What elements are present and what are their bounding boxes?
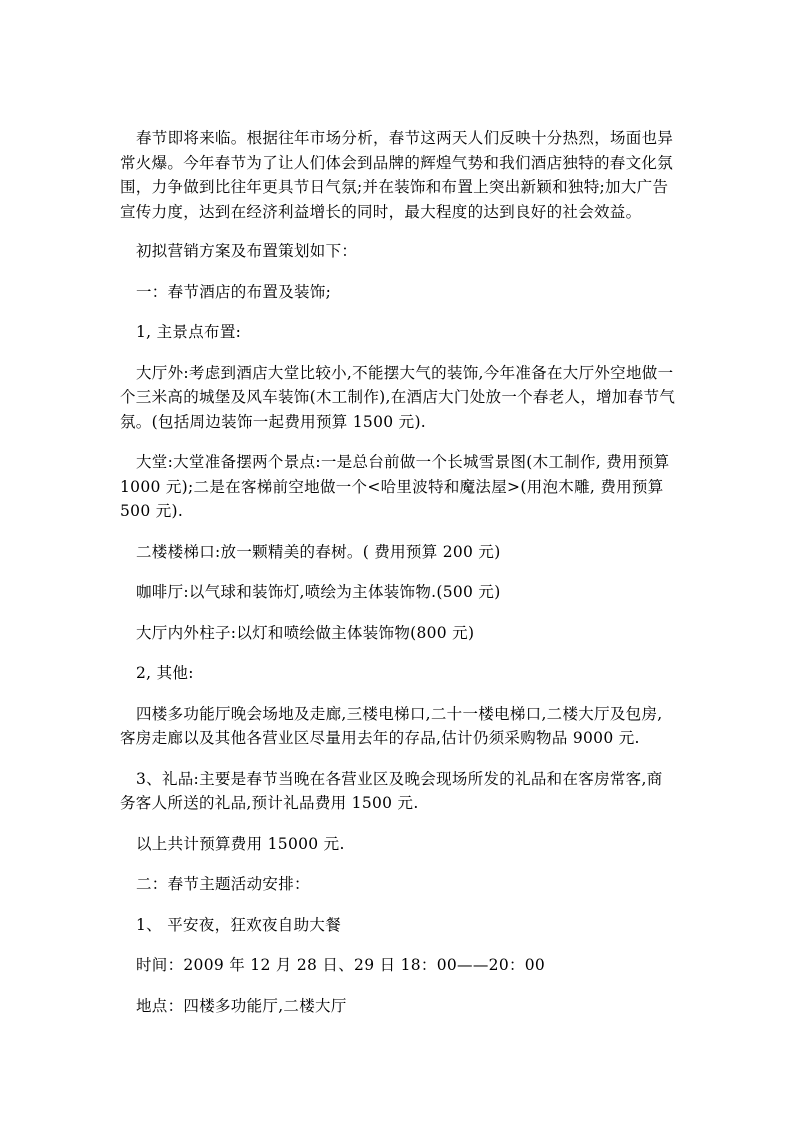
line-total-budget: 以上共计预算费用 15000 元. bbox=[136, 834, 345, 853]
document-body bbox=[120, 126, 676, 1034]
line-cafe: 咖啡厅:以气球和装饰灯,喷绘为主体装饰物.(500 元) bbox=[136, 583, 501, 601]
line-activity-title: 1、 平安夜，狂欢夜自助大餐 bbox=[136, 915, 341, 934]
paragraph-lobby: 大堂:大堂准备摆两个景点:一是总台前做一个长城雪景图(木工制作, 费用预算 1000 元);二是在客梯前空地做一个<哈里波特和魔法屋>(用泡木雕, 费用预算 500 元). bbox=[120, 453, 670, 520]
line-second-floor-stairs: 二楼楼梯口:放一颗精美的春树。( 费用预算 200 元) bbox=[136, 542, 501, 561]
intro-paragraph: 春节即将来临。根据往年市场分析，春节这两天人们反映十分热烈，场面也异常火爆。今年春节为了让人们体会到品牌的辉煌气势和我们酒店独特的春文化氛围，力争做到比往年更具节日气氛;并在装饰和布置上突出新颖和独特;加大广告宣传力度，达到在经济利益增长的同时，最大程度的达到良好的社会效益。 bbox=[120, 129, 674, 221]
section-heading-decoration: 一：春节酒店的布置及装饰; bbox=[136, 282, 332, 301]
plan-intro-line: 初拟营销方案及布置策划如下： bbox=[136, 242, 358, 260]
line-activity-location: 地点：四楼多功能厅,二楼大厅 bbox=[136, 996, 347, 1015]
paragraph-other-areas: 四楼多功能厅晚会场地及走廊,三楼电梯口,二十一楼电梯口,二楼大厅及包房,客房走廊以及其他各营业区尽量用去年的存品,估计仍须采购物品 9000 元. bbox=[120, 704, 663, 747]
subheading-other: 2, 其他: bbox=[136, 664, 194, 682]
line-pillars: 大厅内外柱子:以灯和喷绘做主体装饰物(800 元) bbox=[136, 623, 475, 642]
section-heading-activities: 二：春节主题活动安排： bbox=[136, 875, 310, 893]
line-activity-time: 时间：2009 年 12 月 28 日、29 日 18：00——20：00 bbox=[136, 956, 546, 974]
subheading-main-spots: 1, 主景点布置: bbox=[136, 323, 242, 341]
paragraph-outside-hall: 大厅外:考虑到酒店大堂比较小,不能摆大气的装饰,今年准备在大厅外空地做一个三米高的城堡及风车装饰(木工制作),在酒店大门处放一个春老人，增加春节气氛。(包括周边装饰一起费用预算 1500 元). bbox=[120, 363, 676, 431]
paragraph-gifts: 3、礼品:主要是春节当晚在各营业区及晚会现场所发的礼品和在客房常客,商务客人所送的礼品,预计礼品费用 1500 元. bbox=[120, 769, 663, 812]
